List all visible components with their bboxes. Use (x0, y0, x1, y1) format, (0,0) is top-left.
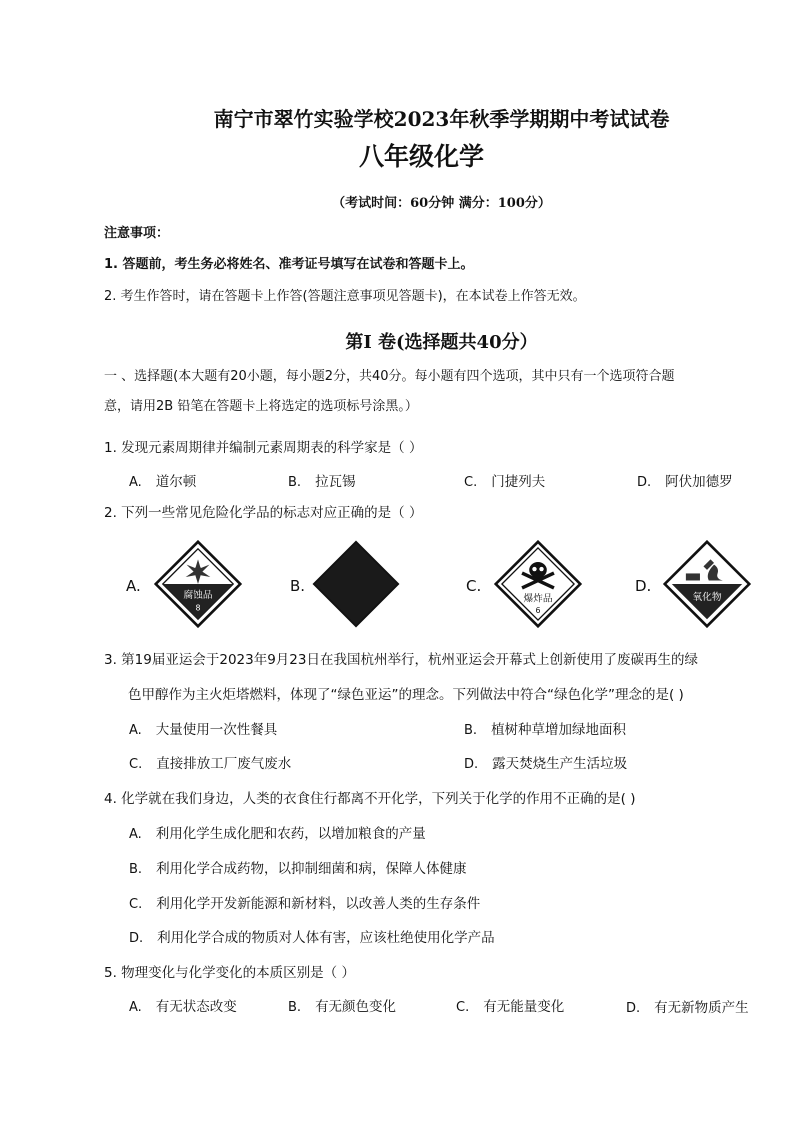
option-letter: B. (129, 862, 143, 877)
dark-hazard-sign-icon (312, 540, 400, 628)
question-3-option-b (464, 718, 626, 738)
question-1-option-b (288, 470, 356, 490)
sign-label: 腐蚀品 (183, 590, 213, 602)
sign-label: 爆炸品 (523, 593, 553, 605)
option-text: 利用化学合成的物质对人体有害，应该杜绝使用化学产品 (157, 930, 495, 946)
question-3-option-c (129, 752, 291, 772)
option-letter: C. (466, 577, 482, 595)
question-5-stem: 5. 物理变化与化学变化的本质区别是（ ） (104, 965, 355, 981)
corrosive-sign-icon (154, 540, 242, 628)
option-text: 有无颜色变化 (315, 999, 397, 1015)
question-3-option-a (129, 718, 277, 738)
exam-title: 南宁市翠竹实验学校2023年秋季学期期中考试试卷 (213, 107, 670, 131)
question-3-stem-line: 色甲醇作为主火炬塔燃料，体现了“绿色亚运”的理念。下列做法中符合“绿色化学”理念的是( ) (128, 687, 684, 703)
option-text: 植树种草增加绿地面积 (491, 722, 627, 738)
option-text: 利用化学合成药物，以抑制细菌和病，保障人体健康 (156, 861, 467, 877)
option-letter: D. (129, 931, 144, 946)
option-text: 利用化学开发新能源和新材料，以改善人类的生存条件 (156, 896, 481, 912)
question-2-stem: 2. 下列一些常见危险化学品的标志对应正确的是（ ） (104, 505, 423, 521)
section-intro-line: 一 、选择题(本大题有20小题，每小题2分，共40分。每小题有四个选项，其中只有一个选项符合题 (104, 369, 675, 384)
option-letter: C. (129, 757, 143, 772)
question-4-stem: 4. 化学就在我们身边，人类的衣食住行都离不开化学，下列关于化学的作用不正确的是( ) (104, 791, 636, 807)
question-4-option-b (129, 857, 467, 877)
subject-title: 八年级化学 (358, 142, 484, 171)
question-5-option-a (129, 995, 237, 1015)
option-text: 有无状态改变 (155, 999, 237, 1015)
question-4-option-a (129, 822, 426, 842)
option-letter: D. (626, 1001, 641, 1016)
option-text: 有无新物质产生 (654, 1000, 749, 1016)
option-text: 露天焚烧生产生活垃圾 (492, 756, 628, 772)
option-text: 利用化学生成化肥和农药，以增加粮食的产量 (155, 826, 426, 842)
notice-heading: 注意事项： (104, 226, 170, 241)
question-3-option-d (464, 752, 627, 772)
option-letter: B. (288, 1000, 302, 1015)
sign-number: 6 (535, 606, 541, 616)
option-letter: C. (129, 897, 143, 912)
question-1-option-a (129, 470, 196, 490)
option-letter: A. (129, 1000, 142, 1015)
option-letter: D. (635, 577, 652, 595)
question-5-option-d (626, 996, 749, 1016)
option-letter: B. (290, 577, 306, 595)
question-1-stem: 1. 发现元素周期律并编制元素周期表的科学家是（ ） (104, 440, 423, 456)
option-letter: C. (456, 1000, 470, 1015)
option-letter: A. (129, 723, 142, 738)
sign-label: 氧化物 (692, 591, 722, 603)
section-intro-line: 意，请用2B 铅笔在答题卡上将选定的选项标号涂黑。） (104, 399, 418, 414)
question-5-option-c (456, 995, 564, 1015)
option-text: 拉瓦锡 (315, 474, 356, 490)
option-text: 门捷列夫 (491, 474, 546, 490)
sign-number: 8 (195, 603, 201, 613)
option-letter: B. (288, 475, 302, 490)
option-letter: C. (464, 475, 478, 490)
section-title: 第I 卷(选择题共40分） (345, 332, 538, 353)
option-text: 有无能量变化 (483, 999, 565, 1015)
question-3-stem-line: 3. 第19届亚运会于2023年9月23日在我国杭州举行，杭州亚运会开幕式上创新使用了废碳再生的绿 (104, 652, 698, 668)
option-letter: A. (129, 827, 142, 842)
toxic-sign-icon (494, 540, 582, 628)
question-4-option-d (129, 926, 495, 946)
option-letter: D. (637, 475, 652, 490)
notice-item: 1. 答题前，考生务必将姓名、准考证号填写在试卷和答题卡上。 (104, 257, 474, 272)
option-letter: A. (126, 577, 141, 595)
option-letter: D. (464, 757, 479, 772)
exam-info: （考试时间：60分钟 满分：100分） (332, 196, 551, 211)
question-5-option-b (288, 995, 396, 1015)
option-text: 直接排放工厂废气废水 (156, 756, 292, 772)
option-text: 阿伏加德罗 (665, 474, 733, 490)
oxidizer-sign-icon (663, 540, 751, 628)
option-letter: A. (129, 475, 142, 490)
option-text: 道尔顿 (155, 474, 197, 490)
question-1-option-d (637, 470, 733, 490)
option-text: 大量使用一次性餐具 (155, 722, 278, 738)
option-letter: B. (464, 723, 478, 738)
question-1-option-c (464, 470, 545, 490)
question-4-option-c (129, 892, 480, 912)
notice-item: 2. 考生作答时，请在答题卡上作答(答题注意事项见答题卡)，在本试卷上作答无效。 (104, 289, 586, 304)
